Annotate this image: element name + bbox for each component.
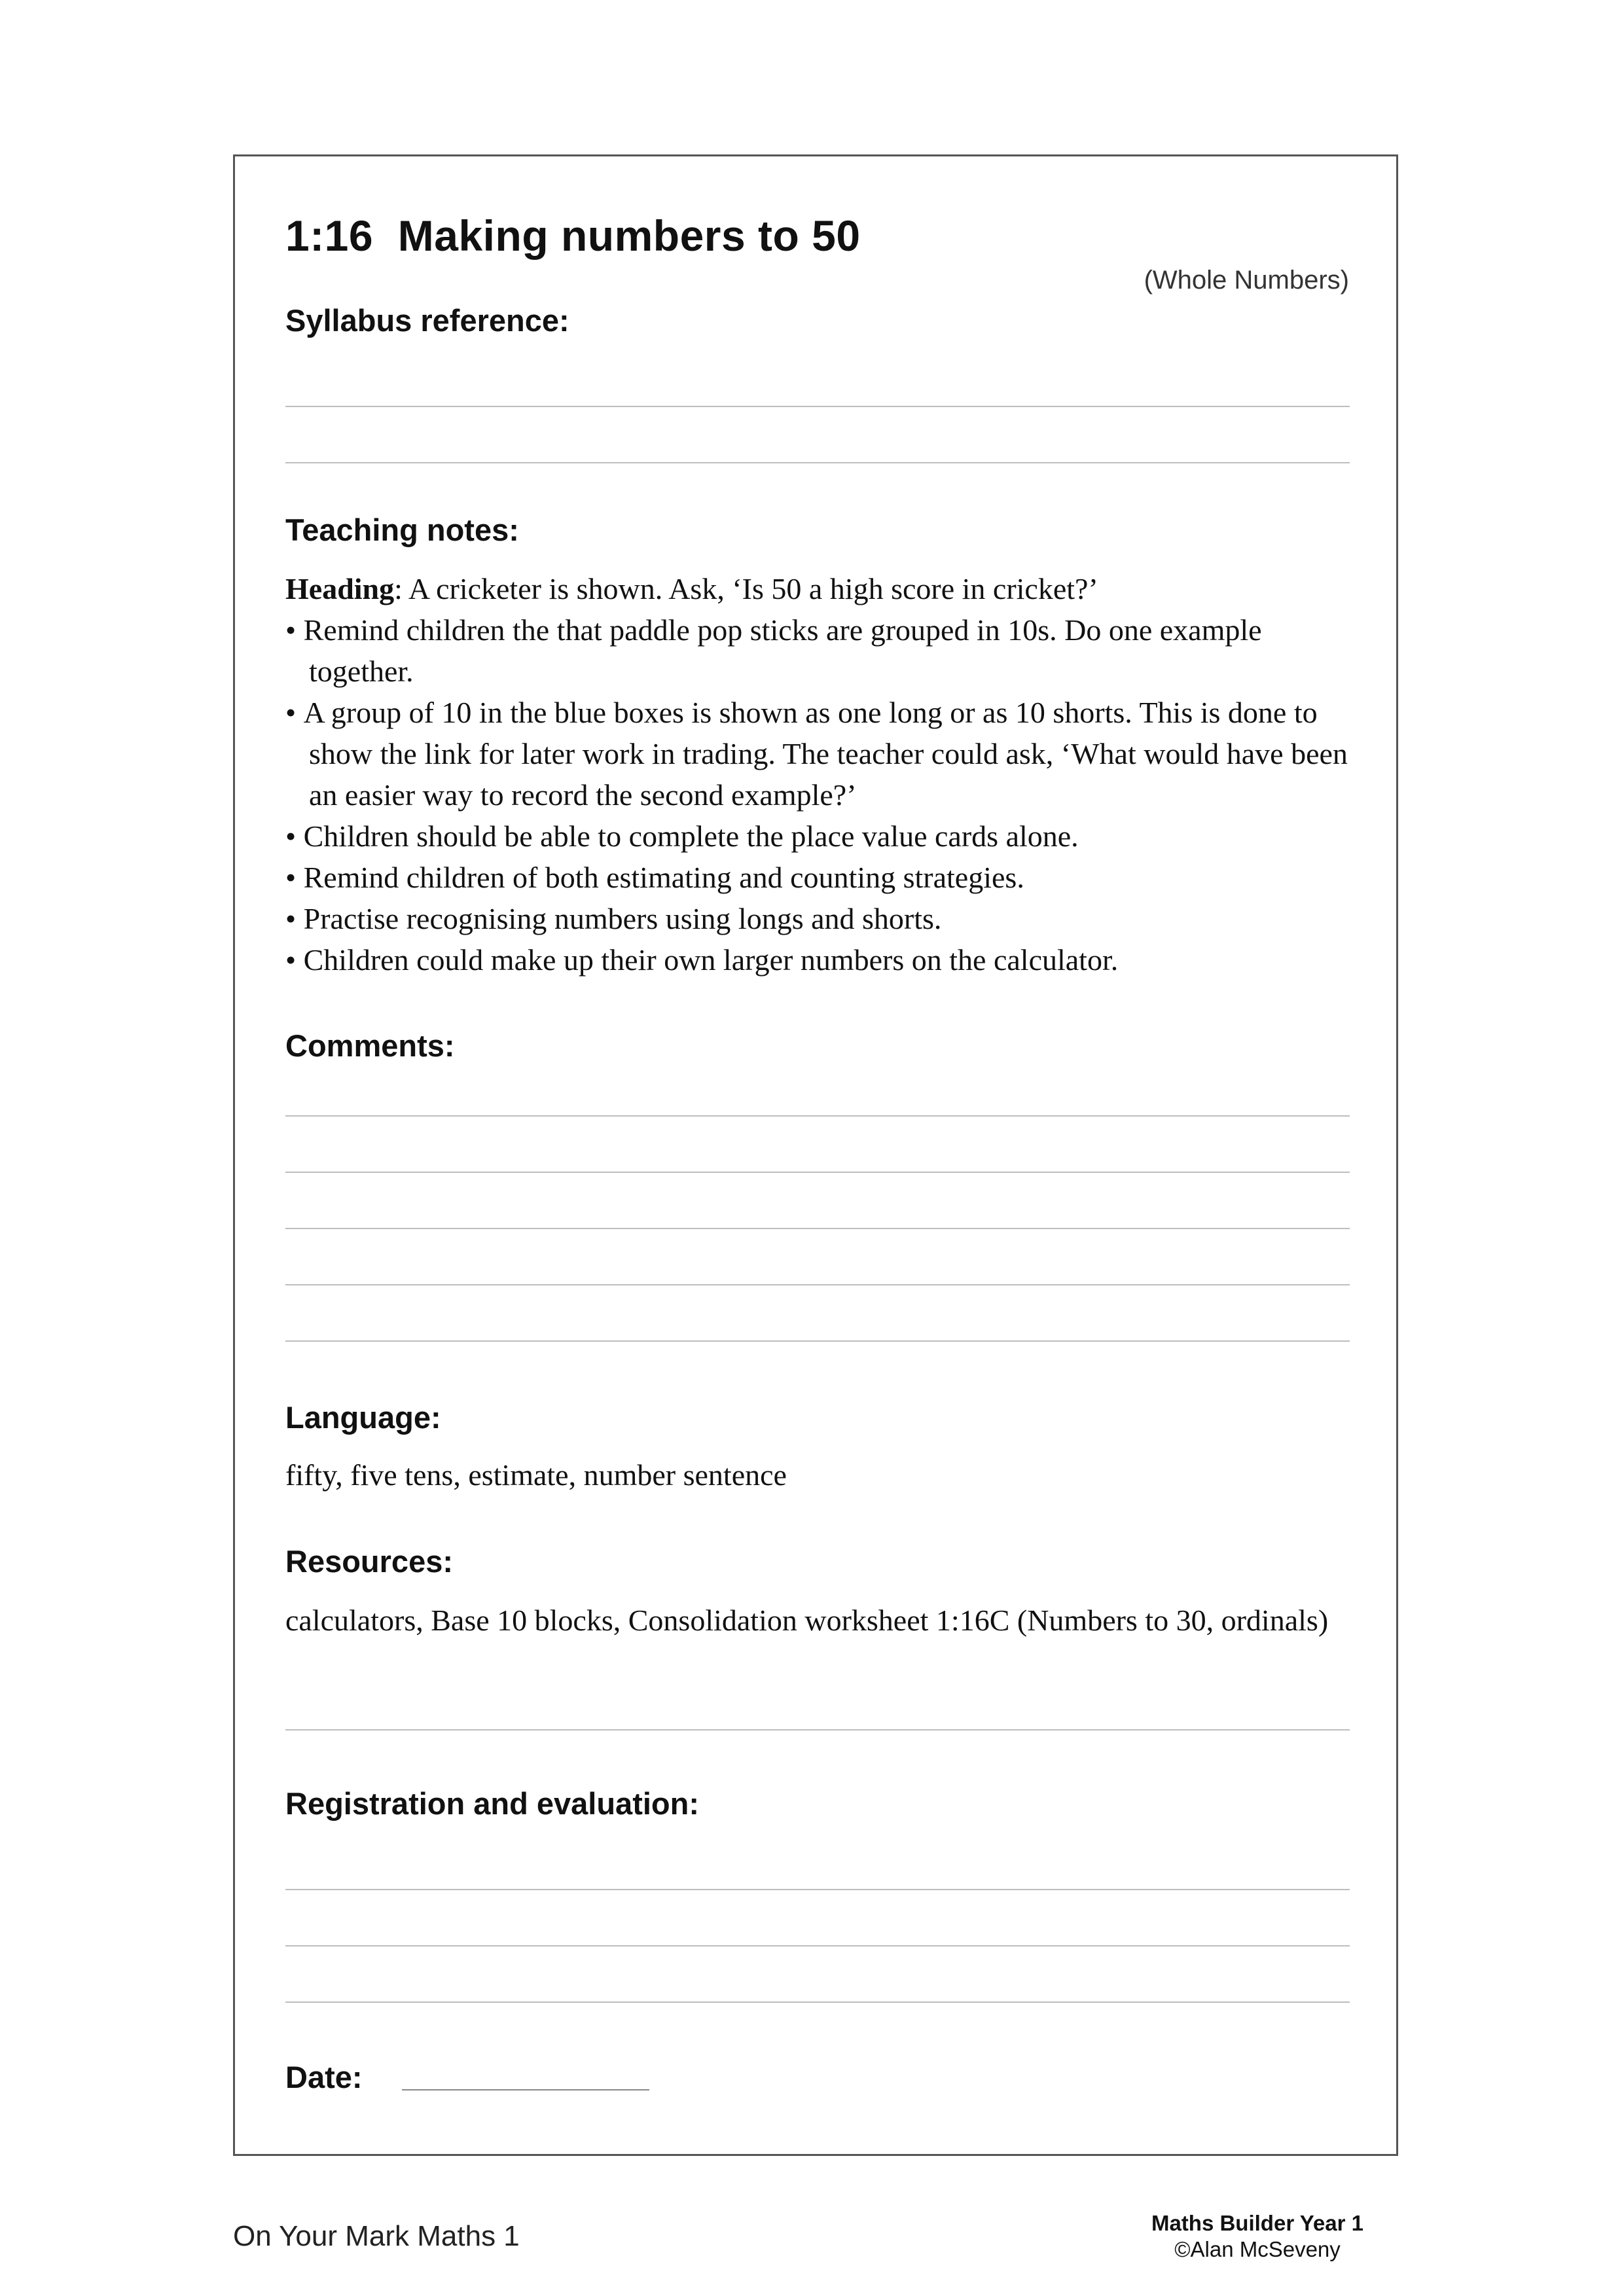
comments-heading: Comments: xyxy=(285,1028,455,1063)
resources-heading: Resources: xyxy=(285,1544,453,1579)
notes-bullet: • A group of 10 in the blue boxes is shown as one long or as 10 shorts. This is done to show the link for later work in trading. The teacher could ask, ‘What would have been an easier way to record the second example?’ xyxy=(285,696,1348,812)
footer-copyright: ©Alan McSeveny xyxy=(1174,2237,1341,2261)
footer-series: On Your Mark Maths 1 xyxy=(233,2220,520,2252)
notes-bullet: • Remind children the that paddle pop sticks are grouped in 10s. Do one example together. xyxy=(285,613,1262,688)
date-label: Date: xyxy=(285,2060,363,2094)
syllabus-heading: Syllabus reference: xyxy=(285,303,569,338)
syllabus-line-1 xyxy=(285,406,1350,407)
resources-line xyxy=(285,1729,1350,1731)
notes-bullet: • Remind children of both estimating and counting strategies. xyxy=(285,861,1024,894)
resources-text: calculators, Base 10 blocks, Consolidation worksheet 1:16C (Numbers to 30, ordinals) xyxy=(285,1604,1329,1637)
registration-line xyxy=(285,1889,1350,1890)
notes-bullet: • Children should be able to complete the place value cards alone. xyxy=(285,819,1079,853)
date-field-line xyxy=(402,2089,649,2090)
footer-credit xyxy=(1151,2211,1363,2262)
language-text: fifty, five tens, estimate, number sentence xyxy=(285,1458,787,1492)
comments-line xyxy=(285,1340,1350,1342)
page-title: 1:16 Making numbers to 50 xyxy=(285,211,861,260)
notes-heading-text: : A cricketer is shown. Ask, ‘Is 50 a high score in cricket?’ xyxy=(394,572,1098,605)
teaching-notes-heading: Teaching notes: xyxy=(285,512,519,547)
notes-heading-label: Heading xyxy=(285,572,395,605)
notes-bullet: • Children could make up their own larger numbers on the calculator. xyxy=(285,943,1119,977)
syllabus-line-2 xyxy=(285,462,1350,463)
category-label: (Whole Numbers) xyxy=(1144,266,1349,295)
comments-line xyxy=(285,1228,1350,1229)
language-heading: Language: xyxy=(285,1400,441,1435)
comments-line xyxy=(285,1115,1350,1117)
footer-book-title: Maths Builder Year 1 xyxy=(1151,2211,1363,2235)
registration-heading: Registration and evaluation: xyxy=(285,1786,699,1821)
notes-bullet: • Practise recognising numbers using longs and shorts. xyxy=(285,902,942,935)
page-frame xyxy=(233,154,1398,2156)
teaching-notes-body xyxy=(285,568,1359,980)
comments-line xyxy=(285,1284,1350,1285)
comments-line xyxy=(285,1172,1350,1173)
notes-heading-line xyxy=(285,568,1359,609)
registration-line xyxy=(285,1945,1350,1946)
registration-line xyxy=(285,2001,1350,2003)
